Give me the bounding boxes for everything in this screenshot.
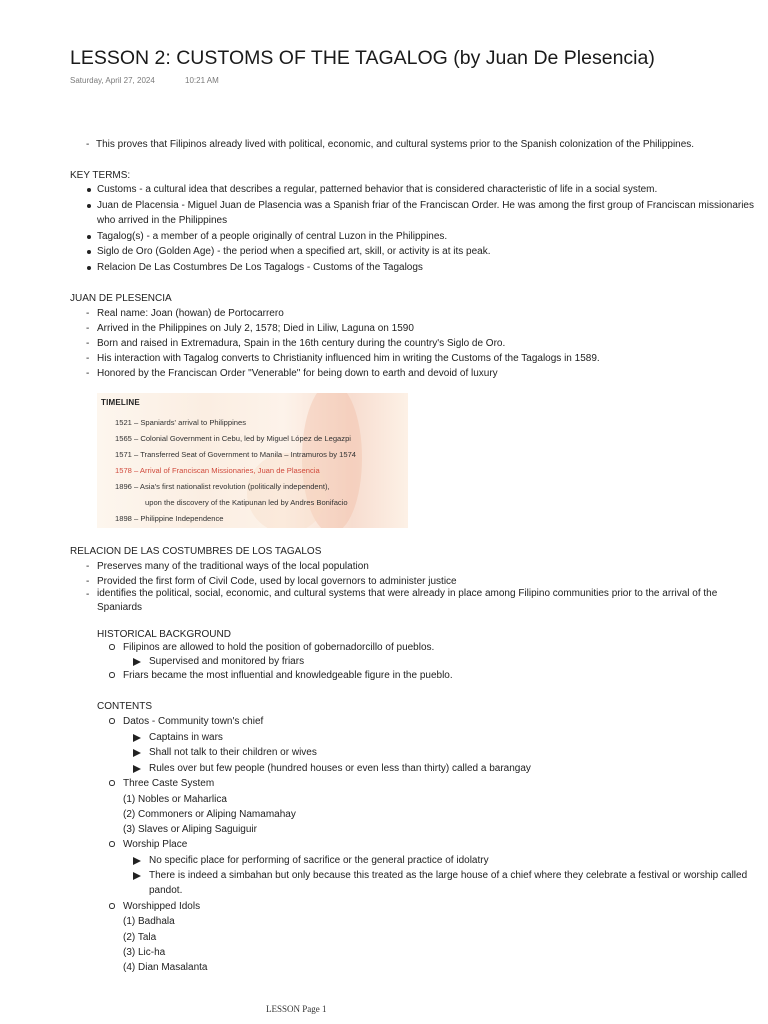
relacion-item: Preserves many of the traditional ways of the local population <box>97 561 369 572</box>
timeline-item: 1571 – Transferred Seat of Government to Manila – Intramuros by 1574 <box>115 450 357 459</box>
page-footer: LESSON Page 1 <box>266 1004 327 1014</box>
relacion-item: Provided the first form of Civil Code, used by local governors to administer justice <box>97 576 457 587</box>
datos-label: Datos - Community town's chief <box>123 716 264 727</box>
timeline-item: 1565 – Colonial Government in Cebu, led by Miguel López de Legazpi <box>115 434 351 443</box>
intro-text: This proves that Filipinos already lived with political, economic, and cultural systems prior to the Spanish colonization of the Philippines. <box>96 139 695 150</box>
bullet-icon <box>87 235 91 239</box>
worship-subitem: There is indeed a simbahan but only because this treated as the large house of a chief where they celebrate a festival or worship called pandot. <box>149 870 748 897</box>
datos-subitem: Rules over but few people (hundred houses or even less than thirty) called a barangay <box>149 763 531 774</box>
idol-line: (4) Dian Masalanta <box>123 962 208 973</box>
bullet-icon <box>87 266 91 270</box>
bullet-icon <box>87 250 91 254</box>
arrow-bullet-icon <box>133 872 141 880</box>
timeline-image <box>97 393 408 528</box>
relacion-heading: RELACION DE LAS COSTUMBRES DE LOS TAGALOS <box>70 546 322 557</box>
dash-marker: - <box>86 589 90 600</box>
circle-bullet-icon <box>109 780 115 786</box>
caste-line: (2) Commoners or Aliping Namamahay <box>123 809 296 820</box>
key-term-item: Customs - a cultural idea that describes a regular, patterned behavior that is considered characteristic of life in a social system. <box>97 184 658 195</box>
arrow-bullet-icon <box>133 749 141 757</box>
historical-heading: HISTORICAL BACKGROUND <box>97 629 231 640</box>
arrow-bullet-icon <box>133 658 141 666</box>
bullet-icon <box>87 188 91 192</box>
arrow-bullet-icon <box>133 734 141 742</box>
page-title: LESSON 2: CUSTOMS OF THE TAGALOG (by Juan De Plesencia) <box>70 47 655 69</box>
circle-bullet-icon <box>109 718 115 724</box>
caste-label: Three Caste System <box>123 778 215 789</box>
idol-line: (2) Tala <box>123 932 157 943</box>
datos-subitem: Shall not talk to their children or wives <box>149 747 317 758</box>
idol-line: (3) Lic-ha <box>123 947 166 958</box>
timeline-item: 1896 – Asia's first nationalist revolution (politically independent), <box>115 482 330 491</box>
juan-item: His interaction with Tagalog converts to Christianity influenced him in writing the Customs of the Tagalogs in 1589. <box>97 353 600 364</box>
historical-item: Filipinos are allowed to hold the position of gobernadorcillo of pueblos. <box>123 642 435 653</box>
dash-marker: - <box>86 368 90 379</box>
timeline-item: 1898 – Philippine Independence <box>115 514 224 523</box>
idol-line: (1) Badhala <box>123 916 175 927</box>
juan-item: Born and raised in Extremadura, Spain in the 16th century during the country's Siglo de Oro. <box>97 338 506 349</box>
juan-item: Arrived in the Philippines on July 2, 1578; Died in Liliw, Laguna on 1590 <box>97 323 414 334</box>
historical-item: Friars became the most influential and knowledgeable figure in the pueblo. <box>123 670 453 681</box>
key-terms-heading: KEY TERMS: <box>70 170 131 181</box>
timeline-item-highlight: 1578 – Arrival of Franciscan Missionaries, Juan de Plasencia <box>115 466 320 475</box>
key-term-item: Tagalog(s) - a member of a people originally of central Luzon in the Philippines. <box>97 231 448 242</box>
worship-subitem: No specific place for performing of sacrifice or the general practice of idolatry <box>149 855 489 866</box>
key-term-item: Siglo de Oro (Golden Age) - the period when a specified art, skill, or activity is at its peak. <box>97 246 491 257</box>
caste-line: (3) Slaves or Aliping Saguiguir <box>123 824 257 835</box>
dash-marker: - <box>86 353 90 364</box>
circle-bullet-icon <box>109 672 115 678</box>
idols-label: Worshipped Idols <box>123 901 201 912</box>
key-term-item: Juan de Placensia - Miguel Juan de Plasencia was a Spanish friar of the Franciscan Order. He was among the first group of Franciscan missionaries who arrived in the Philippines <box>97 200 754 227</box>
timeline-item: upon the discovery of the Katipunan led by Andres Bonifacio <box>145 498 348 507</box>
timeline-heading: TIMELINE <box>101 398 140 407</box>
arrow-bullet-icon <box>133 857 141 865</box>
dash-marker: - <box>86 561 90 572</box>
circle-bullet-icon <box>109 841 115 847</box>
caste-line: (1) Nobles or Maharlica <box>123 794 227 805</box>
juan-item: Honored by the Franciscan Order "Venerable" for being down to earth and devoid of luxury <box>97 368 498 379</box>
page-time: 10:21 AM <box>185 76 219 85</box>
bullet-icon <box>87 204 91 208</box>
timeline-item: 1521 – Spaniards' arrival to Philippines <box>115 418 247 427</box>
historical-subitem: Supervised and monitored by friars <box>149 656 305 667</box>
worship-label: Worship Place <box>123 839 188 850</box>
datos-subitem: Captains in wars <box>149 732 223 743</box>
dash-marker: - <box>86 308 90 319</box>
key-term-item: Relacion De Las Costumbres De Los Tagalogs - Customs of the Tagalogs <box>97 262 423 273</box>
dash-marker: - <box>86 576 90 587</box>
relacion-item: identifies the political, social, economic, and cultural systems that were already in place among Filipino communities prior to the arrival of the Spaniards <box>97 588 718 613</box>
circle-bullet-icon <box>109 903 115 909</box>
contents-heading: CONTENTS <box>97 701 152 712</box>
juan-heading: JUAN DE PLESENCIA <box>70 293 172 304</box>
circle-bullet-icon <box>109 644 115 650</box>
juan-item: Real name: Joan (howan) de Portocarrero <box>97 308 284 319</box>
arrow-bullet-icon <box>133 765 141 773</box>
page-date: Saturday, April 27, 2024 <box>70 76 155 85</box>
dash-marker: - <box>86 338 90 349</box>
dash-marker: - <box>86 323 90 334</box>
dash-marker: - <box>86 139 90 150</box>
